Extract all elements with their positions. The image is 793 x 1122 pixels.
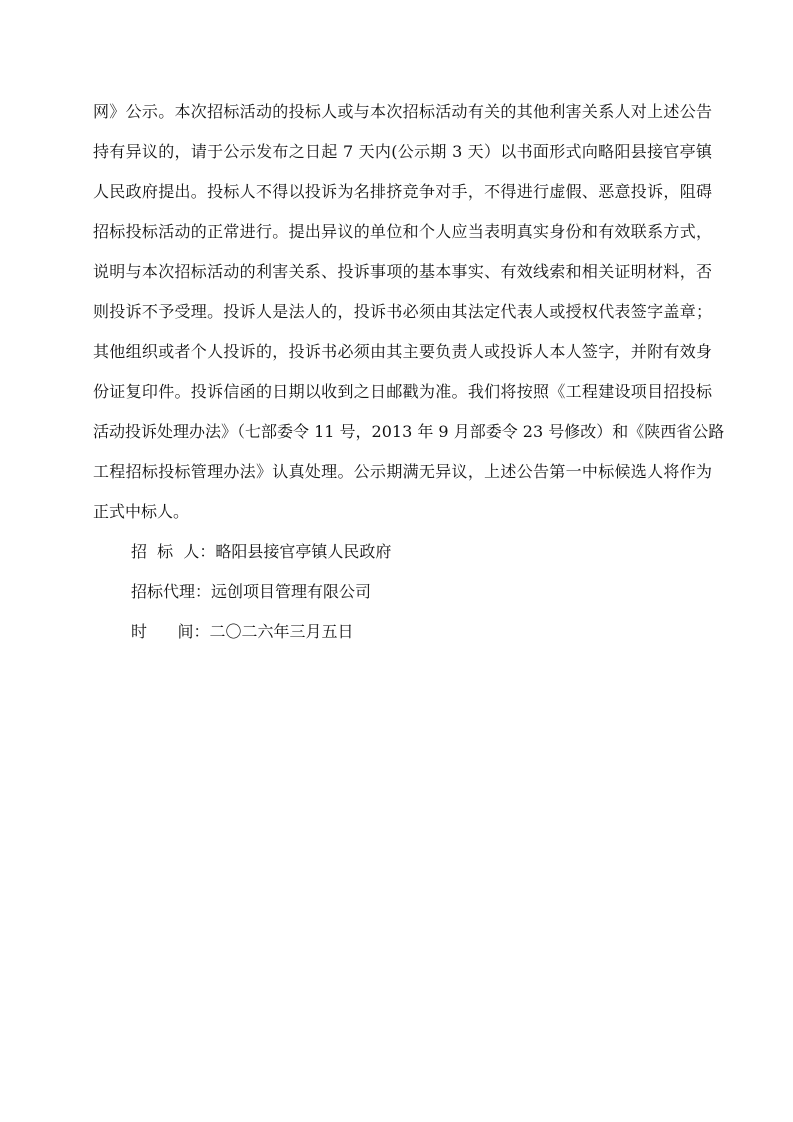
body-line: 份证复印件。投诉信函的日期以收到之日邮戳为准。我们将按照《工程建设项目招投标: [93, 382, 712, 401]
body-line: 则投诉不予受理。投诉人是法人的，投诉书必须由其法定代表人或授权代表签字盖章；: [93, 302, 712, 321]
body-line: 说明与本次招标活动的利害关系、投诉事项的基本事实、有效线索和相关证明材料，否: [93, 262, 712, 281]
body-line: 持有异议的，请于公示发布之日起 7 天内(公示期 3 天）以书面形式向略阳县接官亭镇: [93, 142, 712, 161]
body-line: 工程招标投标管理办法》认真处理。公示期满无异议，上述公告第一中标候选人将作为: [93, 462, 712, 481]
body-line: 正式中标人。: [93, 502, 190, 521]
body-line: 招标投标活动的正常进行。提出异议的单位和个人应当表明真实身份和有效联系方式，: [93, 222, 712, 241]
signature-date: 时 间：二〇二六年三月五日: [131, 622, 354, 641]
signature-tenderer: 招 标 人：略阳县接官亭镇人民政府: [131, 542, 392, 561]
body-line: 其他组织或者个人投诉的，投诉书必须由其主要负责人或投诉人本人签字，并附有效身: [93, 342, 712, 361]
body-line: 活动投诉处理办法》（七部委令 11 号，2013 年 9 月部委令 23 号修改）和《陕西省公路: [93, 422, 725, 441]
signature-agent: 招标代理：远创项目管理有限公司: [131, 582, 372, 601]
body-line: 人民政府提出。投标人不得以投诉为名排挤竞争对手，不得进行虚假、恶意投诉，阻碍: [93, 182, 712, 201]
body-line: 网》公示。本次招标活动的投标人或与本次招标活动有关的其他利害关系人对上述公告: [93, 102, 712, 121]
